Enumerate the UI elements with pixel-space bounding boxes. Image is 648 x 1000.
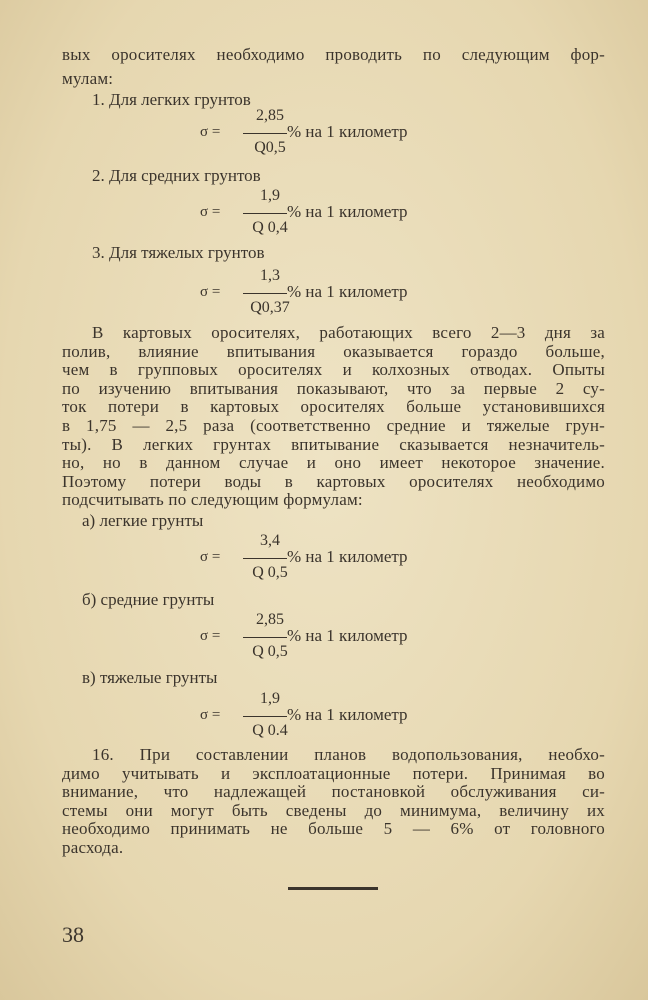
text-line: полив, влияние впитывания оказывается гораздо больше, [62,341,605,361]
fraction-bar [243,213,287,214]
formula-unit: % на 1 километр [287,547,408,566]
text-line: необходимо принимать не больше 5 — 6% от головного [62,819,605,839]
fraction-bar [243,716,287,717]
formula-numerator: 1,9 [260,187,280,204]
sigma-symbol: σ = [200,284,221,300]
formula-numerator: 1,3 [260,267,280,284]
sigma-symbol: σ = [200,628,221,644]
text-line: стемы они могут быть сведены до минимума, величину их [62,800,605,820]
list-item-label: 1. Для легких грунтов [92,90,251,109]
list-item-label: б) средние грунты [82,590,215,609]
sigma-symbol: σ = [200,549,221,565]
text-line: расхода. [62,838,124,857]
formula-unit: % на 1 километр [287,202,408,221]
sigma-symbol: σ = [200,707,221,723]
formula-denominator: Q0,5 [254,139,286,156]
text-line: подсчитывать по следующим формулам: [62,490,363,510]
text-line: внимание, что надлежащей постановкой обслуживания си- [62,782,605,802]
formula-numerator: 2,85 [256,611,284,628]
text-line: в 1,75 — 2,5 раза (соответственно средние и тяжелые грун- [62,416,605,435]
text-line: вых оросителях необходимо проводить по следующим фор- [62,45,605,64]
list-item-label: в) тяжелые грунты [82,668,218,687]
formula-denominator: Q0,37 [250,299,290,316]
sigma-symbol: σ = [200,204,221,220]
formula-denominator: Q 0,5 [252,564,288,581]
page-number: 38 [62,922,84,947]
sigma-symbol: σ = [200,124,221,140]
text-line: 16. При составлении планов водопользования, необхо- [92,745,605,764]
formula-denominator: Q 0,4 [252,219,288,236]
formula-denominator: Q 0,5 [252,643,288,660]
text-line: по изучению впитывания показывают, что за первые 2 су- [62,378,605,398]
text-line: ток потери в картовых оросителях больше установившихся [62,397,605,417]
list-item-label: а) легкие грунты [82,511,204,530]
formula-numerator: 2,85 [256,107,284,124]
text-line: но, но в данном случае и оно имеет некоторое значение. [62,453,605,473]
list-item-label: 3. Для тяжелых грунтов [92,243,265,262]
formula-numerator: 1,9 [260,690,280,707]
fraction-bar [243,133,287,134]
formula-numerator: 3,4 [260,532,280,549]
fraction-bar [243,293,287,294]
formula-unit: % на 1 километр [287,705,408,724]
list-item-label: 2. Для средних грунтов [92,166,261,185]
fraction-bar [243,637,287,638]
formula-denominator: Q 0.4 [252,722,288,739]
fraction-bar [243,558,287,559]
text-line: чем в групповых оросителях и колхозных отводах. Опыты [62,360,605,380]
formula-unit: % на 1 километр [287,282,408,301]
text-line: димо учитывать и эксплоатационные потери. Принимая во [62,763,605,783]
section-divider [288,887,378,890]
formula-unit: % на 1 километр [287,122,408,141]
text-line: ты). В легких грунтах впитывание сказывается незначитель- [62,434,605,454]
text-line: В картовых оросителях, работающих всего 2—3 дня за [92,323,605,342]
text-line: мулам: [62,69,114,88]
text-line: Поэтому потери воды в картовых оросителях необходимо [62,471,605,491]
formula-unit: % на 1 километр [287,626,408,645]
